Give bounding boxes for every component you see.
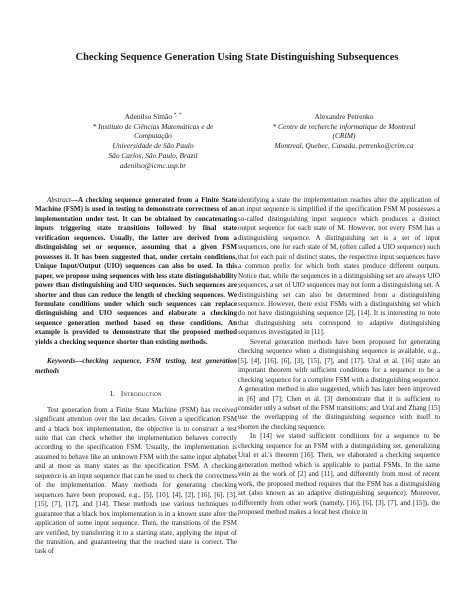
author-name: Adenilso Simão *, * — [124, 112, 182, 121]
author-name: Alexandre Petrenko — [314, 112, 374, 121]
affiliation-line: * Instituto de Ciências Matemáticas e de — [92, 121, 214, 131]
author-email: adenilso@icmc.usp.br — [119, 160, 187, 170]
author-block-1 — [58, 112, 248, 170]
affiliation-line: Computação — [134, 131, 172, 141]
body-paragraph: Several generation methods have been proposed for generating checking sequence when a distinguishing sequence is available, e.g., [5], [4], [16], [6], [3], [15], [7], and [17]. Ural et al. [16] state an important theorem with sufficient conditions for a sequence to be a checking sequence for a complete FSM with a distinguishing sequence. A generation method is also suggested, which has later been improved in [6] and [7]; Chen et al. [3] demonstrate that it is sufficient to consider only a subset of the FSM transitions; and Ural and Zhang [15] use the overlapping of the distinguishing sequence with itself to shorten the checking sequence. — [238, 337, 440, 431]
author-marks: *, * — [173, 113, 182, 118]
left-column — [35, 196, 237, 557]
abstract: Abstract—A checking sequence generated from a Finite State Machine (FSM) is used in testing to demonstrate correctness of an implementation under test. It can be obtained by concatenating inputs triggering state transitions followed by final state verification sequences. Usually, the latter are derived from a distinguishing set or sequence, assuming that a given FSM possesses it. It has been suggested that, under certain conditions, Unique Input/Output (UIO) sequences can also be used. In this paper, we propose using sequences with less state distinguishability power than distinguishing and UIO sequences. Such sequences are shorter and thus can reduce the length of checking sequences. We formulate conditions under which such sequences can replace distinguishing and UIO sequences and elaborate a checking sequence generation method based on these conditions. An example is provided to demonstrate that the proposed method yields a checking sequence shorter than existing methods. — [35, 196, 237, 346]
body-paragraph: In [14] we stated sufficient conditions for a sequence to be checking sequence for an FSM with a distinguishing set, generalizing Ural et al.'s theorem [16]. Then, we elaborated a checking sequence generation method which is applicable to partial FSMs. In the same vein as the work of [2] and [11], and differently from most of recent work, the proposed method requires that the FSM has a distinguishing set (also known as an adaptive distinguishing sequence). Moreover, differently from other work (namely, [16], [6], [3], [7], and [15]), the proposed method makes a local best choice in — [238, 432, 440, 516]
affiliation-line: (CRIM) — [332, 131, 356, 141]
affiliation-line: * Centre de recherche informatique de Montreal — [272, 121, 416, 131]
body-paragraph: Test generation from a Finite State Machine (FSM) has received significant attention over the last decades. Given a specification FSM and a black box implementation, the objective is to construct a test suite that can check whether the implementation behaves correctly according to the specification FSM. Usually, the implementation is assumed to behave like an unknown FSM with the same input alphabet and at most as many states as the specification FSM. A checking sequence is an input sequence that can be used to check the correctness of the implementation. Many methods for generating checking sequences have been proposed, e.g., [5], [10], [4], [2], [16], [6], [3], [15], [7], [17], and [14]. These methods use various techniques to guarantee that a black box implementation is in a known state after the application of some input sequence. Then, the transitions of the FSM are verified, by transferring it to a starting state, applying the input of the transition, and guaranteeing that the reached state is correct. The task of — [35, 405, 237, 556]
affiliation-line: São Carlos, São Paulo, Brazil — [108, 150, 198, 160]
body-paragraph: identifying a state the implementation reaches after the application of an input sequence is simplified if the specification FSM M possesses a so-called distinguishing input sequence which produces a distinct output sequence for each state of M. However, not every FSM has a distinguishing sequence. A distinguishing set is a set of input sequences, one for each state of M, (often called a UIO sequence) such that for each pair of distinct states, the respective input sequences have a common prefix for which both states produce different outputs. Notice that, while the sequences in a distinguishing set are always UIO sequences, a set of UIO sequences may not form a distinguishing set. A distinguishing set can also be determined from a distinguishing sequence. However, there exist FSMs with a distinguishing set which do not have distinguishing sequence [2], [14]. It is interesting to note that distinguishing sets correspond to adaptive distinguishing sequences investigated in [11]. — [238, 196, 440, 337]
section-heading: I. Introduction — [110, 390, 162, 399]
affiliation-line: Montreal, Quebec, Canada, petrenko@crim.ca — [274, 141, 414, 151]
author-block-2 — [244, 112, 444, 151]
paper-title: Checking Sequence Generation Using State Distinguishing Subsequences — [75, 52, 399, 63]
affiliation-line: Universidade de São Paulo — [112, 141, 194, 151]
right-column — [238, 196, 440, 517]
keywords: Keywords—checking sequence, FSM testing, test generation methods — [35, 357, 237, 375]
